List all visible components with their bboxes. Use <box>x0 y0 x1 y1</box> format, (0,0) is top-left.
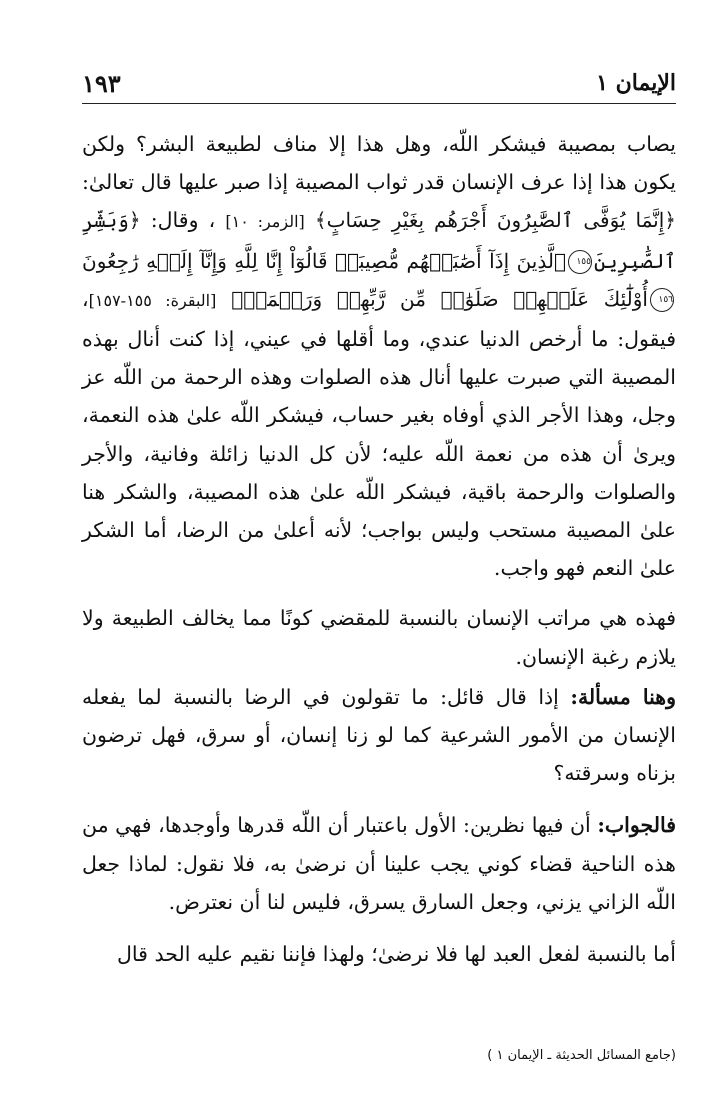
paragraph-2-text: فهذه هي مراتب الإنسان بالنسبة للمقضي كونًا مما يخالف الطبيعة ولا يلازم رغبة الإنسان. <box>82 606 676 669</box>
paragraph-1-text-c: ، فيقول: ما أرخص الدنيا عندي، وما أقلها في عيني، إذا كنت أنال بهذه المصيبة التي صبرت عليها أنال هذه الصلوات وهذه الرحمة من اللّه عز وجل، وهذا الأجر الذي أوفاه بغير حساب، فيشكر اللّه علىٰ هذه النعمة، ويرىٰ أن هذه من نعمة اللّه عليه؛ لأن كل الدنيا زائلة وفانية، والأجر والصلوات والرحمة باقية، فيشكر اللّه علىٰ هذه المصيبة، والشكر هنا علىٰ المصيبة مستحب وليس بواجب؛ لأنه أعلىٰ من الرضا، أما الشكر علىٰ النعم فهو واجب. <box>82 286 676 581</box>
page-footer <box>82 1044 676 1066</box>
paragraph-5 <box>82 935 676 973</box>
footer-text: (جامع المسائل الحديثة ـ الإيمان ١ ) <box>487 1047 676 1063</box>
ayah-marker-1: ١٥٥ <box>568 250 592 274</box>
quran-verse-2b: ٱلَّذِينَ إِذَآ أَصَٰبَتۡهُم مُّصِيبَةٞ قَالُوٓاْ إِنَّا لِلَّهِ وَإِنَّآ إِلَيۡهِ رَٰجِعُونَ <box>82 248 566 273</box>
page-body <box>82 125 676 973</box>
paragraph-1 <box>82 125 676 587</box>
paragraph-3-text: إذا قال قائل: ما تقولون في الرضا بالنسبة لما يفعله الإنسان من الأمور الشرعية كما لو زنا إنسان، أو سرق، فهل ترضون بزناه وسرقته؟ <box>82 684 676 786</box>
quran-verse-1: ﴿إِنَّمَا يُوَفَّى ٱلصَّٰبِرُونَ أَجْرَهُم بِغَيْرِ حِسَابٍ﴾ <box>314 208 676 233</box>
quran-verse-2c: أُوْلَٰٓئِكَ عَلَيۡهِمۡ صَلَوَٰتٞ مِّن رَّبِّهِمۡ وَرَحۡمَةٞ﴾ <box>231 286 648 311</box>
paragraph-4-lead: فالجواب: <box>597 813 676 838</box>
chapter-title: الإيمان ١ <box>596 70 676 96</box>
ayah-marker-2: ١٥٦ <box>650 288 674 312</box>
paragraph-5-text: أما بالنسبة لفعل العبد لها فلا نرضىٰ؛ ولهذا فإننا نقيم عليه الحد قال <box>117 942 676 967</box>
paragraph-2 <box>82 599 676 675</box>
paragraph-1-text-a: يصاب بمصيبة فيشكر اللّه، وهل هذا إلا مناف لطبيعة البشر؟ ولكن يكون هذا إذا عرف الإنسان قدر ثواب المصيبة إذا صبر عليها قال تعالىٰ: <box>82 132 676 195</box>
running-header <box>82 66 676 100</box>
verse-reference-1: [الزمر: ١٠] <box>225 212 305 232</box>
paragraph-4 <box>82 806 676 921</box>
page-number: ١٩٣ <box>82 68 121 98</box>
paragraph-3-lead: وهنا مسألة: <box>570 684 676 709</box>
paragraph-3 <box>82 678 676 793</box>
quran-verse-2a: ﴿وَبَشِّرِ ٱلصَّٰبِرِينَ <box>82 208 676 273</box>
paragraph-1-text-b: ، وقال: <box>150 208 216 233</box>
verse-reference-2: [البقرة: ١٥٥-١٥٧] <box>88 290 217 310</box>
paragraph-4-text: أن فيها نظرين: الأول باعتبار أن اللّه قدرها وأوجدها، فهي من هذه الناحية قضاء كوني يجب علينا أن نرضىٰ به، فلا نقول: لماذا جعل اللّه الزاني يزني، وجعل السارق يسرق، فليس لنا أن نعترض. <box>82 813 676 914</box>
header-rule <box>82 103 676 104</box>
